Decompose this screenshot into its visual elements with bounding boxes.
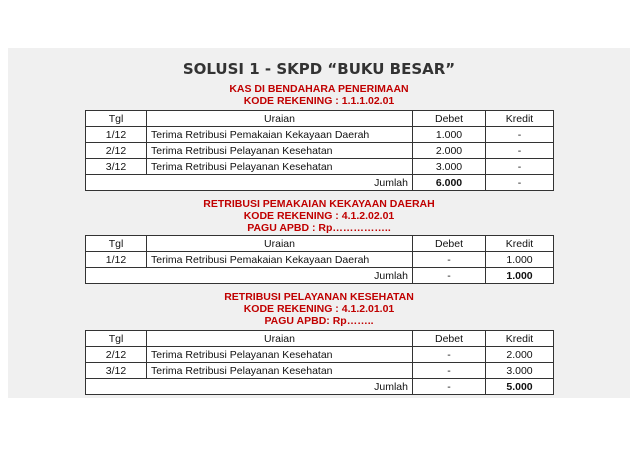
cell-kredit: - (486, 127, 554, 143)
section-pelayanan-code: KODE REKENING : 4.1.2.01.01 (243, 303, 395, 315)
cell-debet: - (413, 363, 486, 379)
section-pelayanan-name: RETRIBUSI PELAYANAN KESEHATAN (224, 291, 414, 303)
col-header-debet: Debet (413, 331, 486, 347)
section-pelayanan-heading (8, 291, 630, 327)
table-row (86, 347, 554, 363)
table-total-row (86, 268, 554, 284)
page-title: SOLUSI 1 - SKPD “BUKU BESAR” (182, 60, 456, 78)
cell-debet: 2.000 (413, 143, 486, 159)
cell-uraian: Terima Retribusi Pelayanan Kesehatan (147, 363, 413, 379)
section-pemakaian-heading (8, 198, 630, 234)
total-debet: 6.000 (413, 175, 486, 191)
table-header-row (86, 236, 554, 252)
slide (8, 48, 630, 398)
section-pemakaian-code: KODE REKENING : 4.1.2.02.01 (243, 210, 395, 222)
cell-uraian: Terima Retribusi Pelayanan Kesehatan (147, 347, 413, 363)
table-header-row (86, 111, 554, 127)
col-header-debet: Debet (413, 111, 486, 127)
section-kas-code: KODE REKENING : 1.1.1.02.01 (243, 95, 395, 107)
jumlah-label: Jumlah (86, 268, 413, 284)
cell-tgl: 1/12 (86, 127, 147, 143)
col-header-tgl: Tgl (86, 236, 147, 252)
total-kredit: - (486, 175, 554, 191)
table-row (86, 363, 554, 379)
section-pemakaian-pagu: PAGU APBD : Rp…………….. (247, 222, 391, 234)
ledger-table-pelayanan (85, 330, 554, 395)
cell-kredit: 2.000 (486, 347, 554, 363)
jumlah-label: Jumlah (86, 379, 413, 395)
jumlah-label: Jumlah (86, 175, 413, 191)
total-kredit: 5.000 (486, 379, 554, 395)
cell-uraian: Terima Retribusi Pelayanan Kesehatan (147, 159, 413, 175)
cell-debet: - (413, 347, 486, 363)
cell-tgl: 2/12 (86, 143, 147, 159)
col-header-tgl: Tgl (86, 111, 147, 127)
col-header-uraian: Uraian (147, 331, 413, 347)
total-debet: - (413, 268, 486, 284)
total-kredit: 1.000 (486, 268, 554, 284)
cell-tgl: 1/12 (86, 252, 147, 268)
cell-tgl: 3/12 (86, 159, 147, 175)
table-total-row (86, 175, 554, 191)
cell-uraian: Terima Retribusi Pemakaian Kekayaan Daerah (147, 252, 413, 268)
cell-kredit: - (486, 143, 554, 159)
table-total-row (86, 379, 554, 395)
cell-kredit: 3.000 (486, 363, 554, 379)
cell-debet: 3.000 (413, 159, 486, 175)
col-header-kredit: Kredit (486, 111, 554, 127)
col-header-kredit: Kredit (486, 236, 554, 252)
table-row (86, 143, 554, 159)
cell-kredit: - (486, 159, 554, 175)
table-row (86, 252, 554, 268)
table-row (86, 159, 554, 175)
section-pelayanan-pagu: PAGU APBD: Rp…….. (264, 315, 374, 327)
col-header-uraian: Uraian (147, 111, 413, 127)
ledger-table-pemakaian (85, 235, 554, 284)
col-header-uraian: Uraian (147, 236, 413, 252)
section-kas-name: KAS DI BENDAHARA PENERIMAAN (229, 83, 409, 95)
ledger-table-kas (85, 110, 554, 191)
cell-debet: - (413, 252, 486, 268)
section-kas-heading (8, 83, 630, 107)
table-header-row (86, 331, 554, 347)
cell-uraian: Terima Retribusi Pelayanan Kesehatan (147, 143, 413, 159)
cell-uraian: Terima Retribusi Pemakaian Kekayaan Daerah (147, 127, 413, 143)
table-row (86, 127, 554, 143)
cell-kredit: 1.000 (486, 252, 554, 268)
cell-debet: 1.000 (413, 127, 486, 143)
cell-tgl: 3/12 (86, 363, 147, 379)
section-pemakaian-name: RETRIBUSI PEMAKAIAN KEKAYAAN DAERAH (203, 198, 435, 210)
cell-tgl: 2/12 (86, 347, 147, 363)
col-header-tgl: Tgl (86, 331, 147, 347)
col-header-debet: Debet (413, 236, 486, 252)
total-debet: - (413, 379, 486, 395)
col-header-kredit: Kredit (486, 331, 554, 347)
